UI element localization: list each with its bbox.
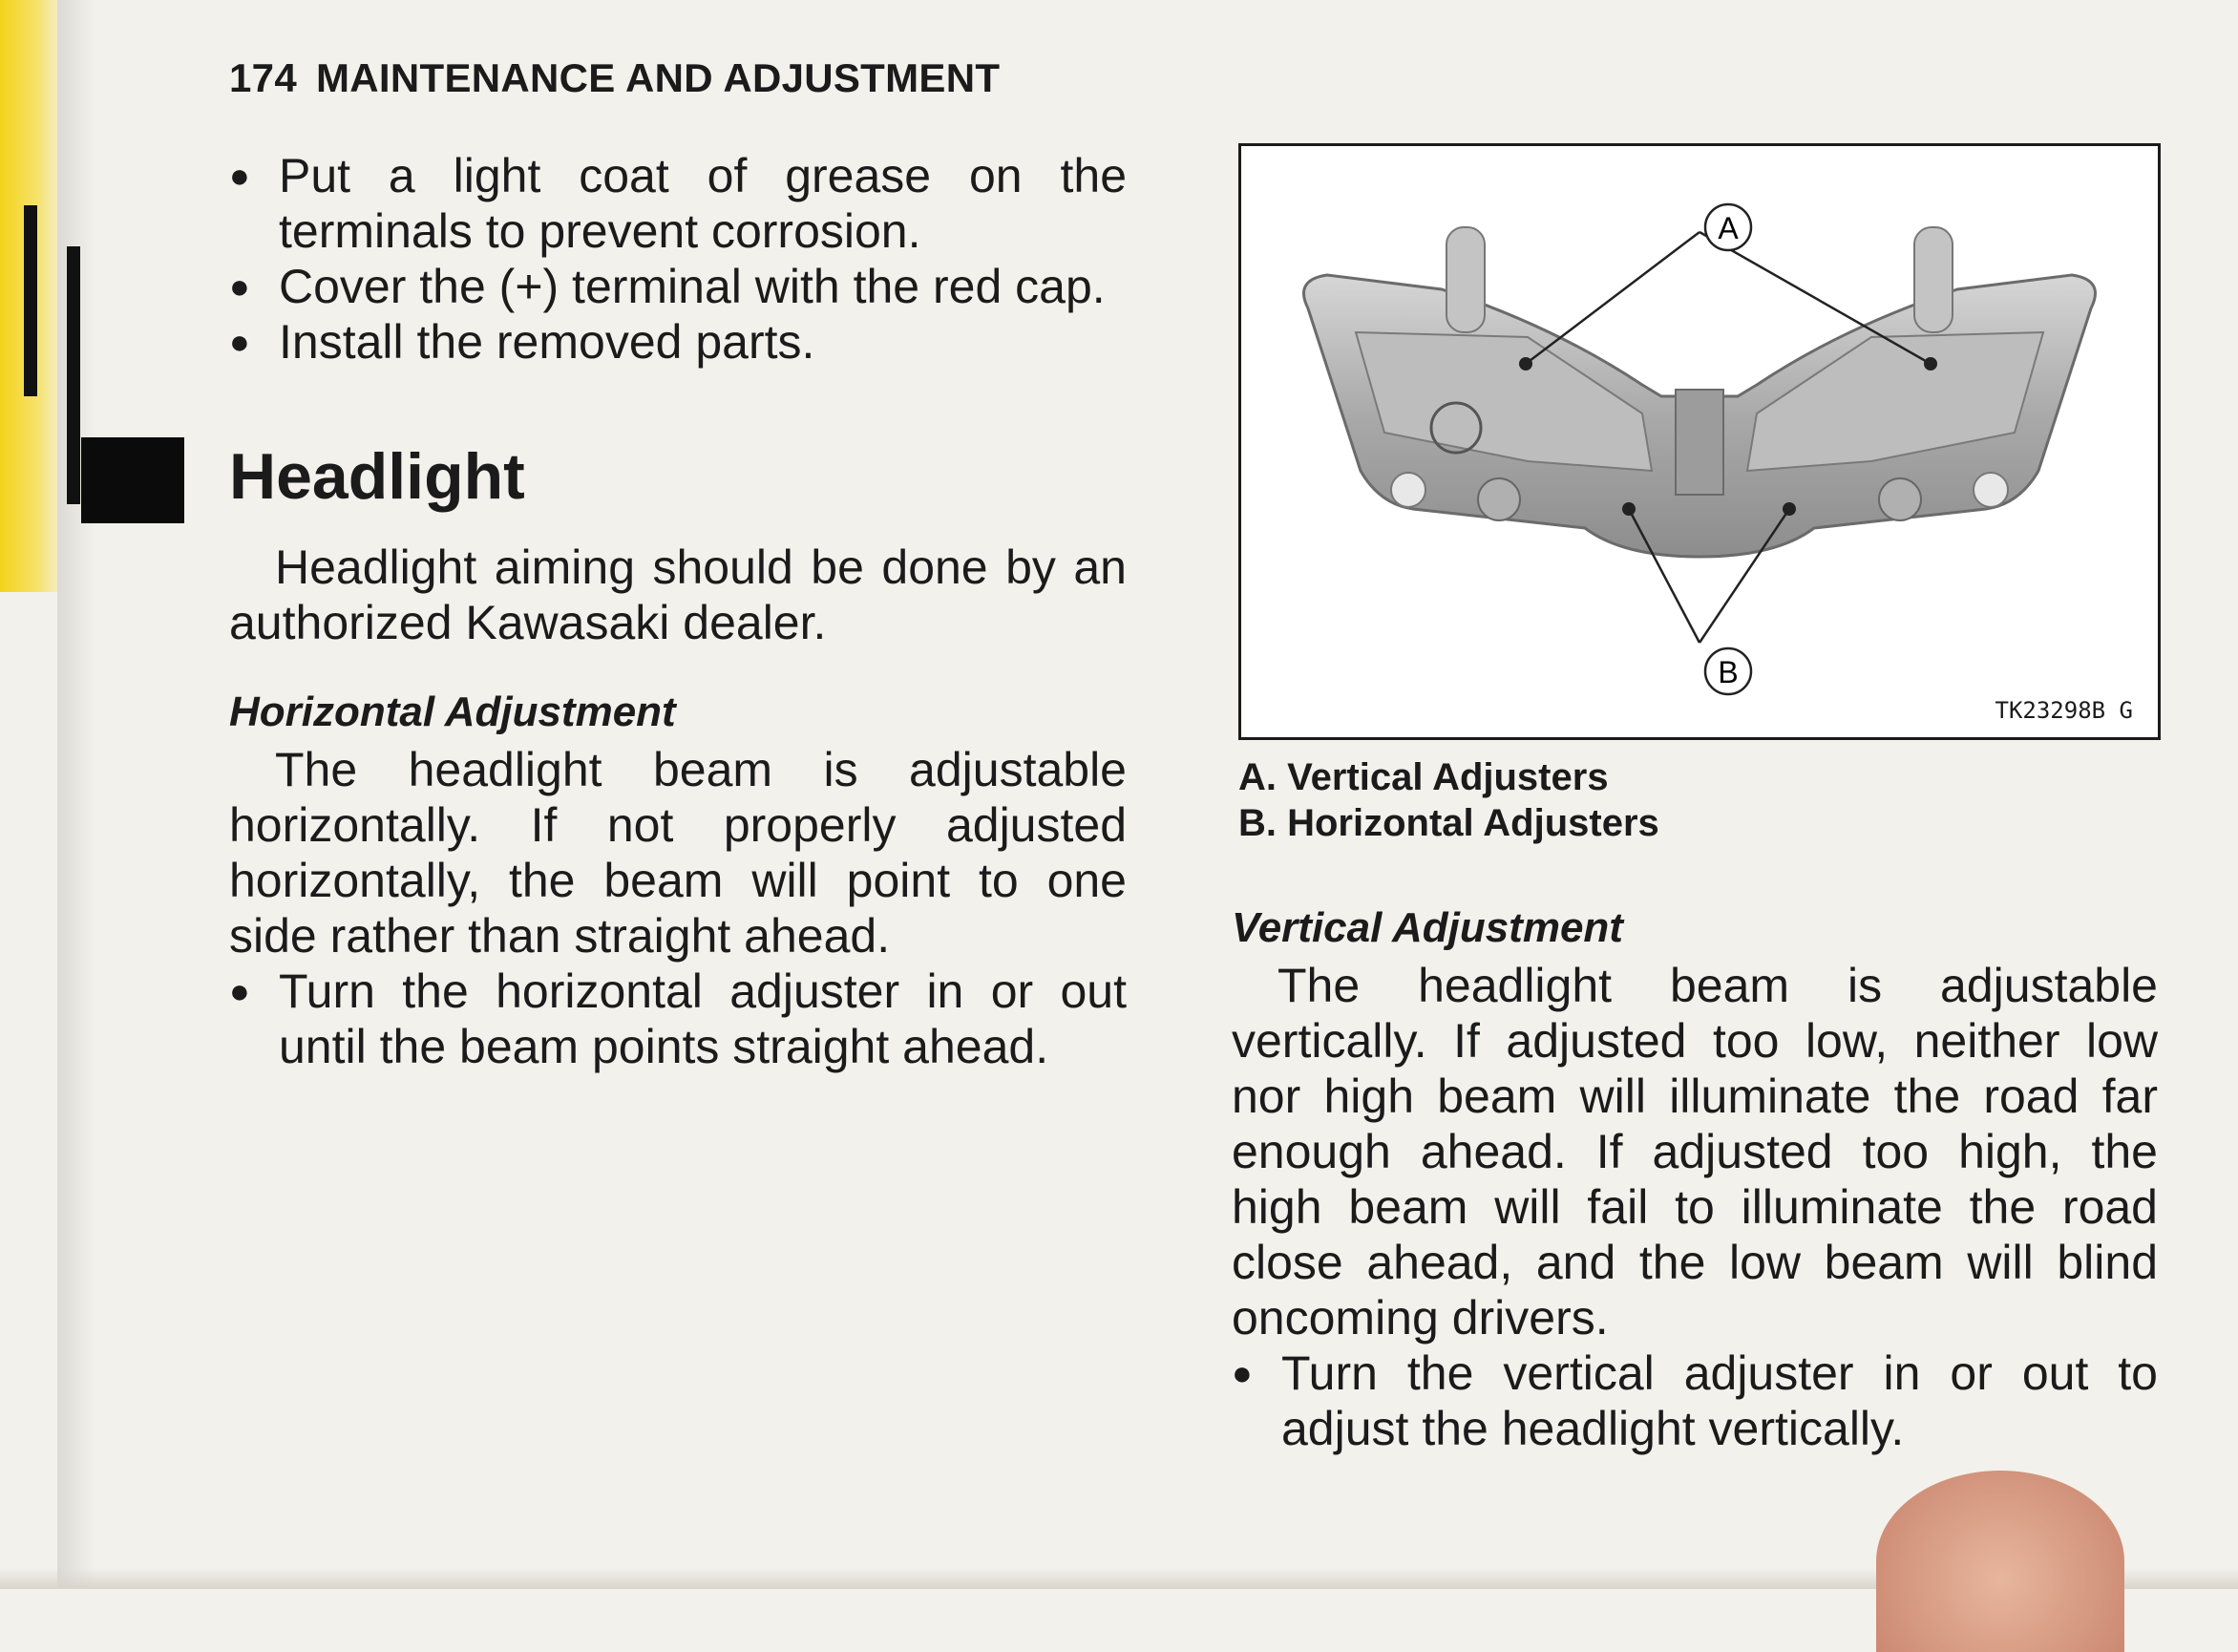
callout-a-label: A — [1718, 211, 1739, 245]
bullet-list-vertical — [1232, 1345, 2158, 1456]
right-column — [1232, 902, 2158, 1456]
intro-paragraph: Headlight aiming should be done by an authorized Kawasaki dealer. — [229, 540, 1127, 649]
vertical-adjustment-body: The headlight beam is adjustable vertically. If adjusted too low, neither low nor high beam will illuminate the road far enough ahead. If adjusted too high, the high beam will fail to illuminate the road close ahead, and the low beam will blind oncoming drivers. — [1232, 959, 2158, 1345]
list-item: ● Cover the (+) terminal with the red cap. — [229, 259, 1127, 314]
horizontal-adjustment-title: Horizontal Adjustment — [229, 688, 676, 735]
index-tab-mark — [67, 246, 80, 504]
list-item: ● Turn the vertical adjuster in or out to adjust the headlight vertically. — [1232, 1345, 2158, 1456]
figure-code: TK23298B G — [1995, 697, 2133, 724]
vertical-adjustment-title: Vertical Adjustment — [1232, 904, 1623, 951]
section-thumb-tab — [81, 437, 184, 523]
bullet-list-top — [229, 148, 1127, 370]
caption-a: A. Vertical Adjusters — [1238, 756, 1609, 798]
section-title: MAINTENANCE AND ADJUSTMENT — [315, 55, 1001, 100]
caption-b: B. Horizontal Adjusters — [1238, 802, 1659, 844]
figure-captions — [1238, 754, 1659, 846]
finger-shadow — [1876, 1471, 2124, 1652]
left-column — [229, 148, 1127, 1074]
headlight-housing-illustration — [1241, 146, 2158, 737]
section-heading: Headlight — [229, 440, 525, 513]
list-item: ● Turn the horizontal adjuster in or out until the beam points straight ahead. — [229, 964, 1127, 1074]
page-gutter — [57, 0, 95, 1589]
headlight-figure — [1238, 143, 2161, 740]
list-item: ● Install the removed parts. — [229, 314, 1127, 370]
index-tab-mark — [24, 205, 37, 396]
horizontal-adjustment-body: The headlight beam is adjustable horizontally. If not properly adjusted horizontally, the beam will point to one side rather than straight ahead. — [229, 743, 1127, 963]
page-header — [229, 55, 1000, 101]
list-item: ● Put a light coat of grease on the terminals to prevent corrosion. — [229, 148, 1127, 259]
bullet-list-horizontal — [229, 964, 1127, 1074]
callout-b-label: B — [1718, 655, 1739, 689]
page-number: 174 — [229, 55, 297, 100]
